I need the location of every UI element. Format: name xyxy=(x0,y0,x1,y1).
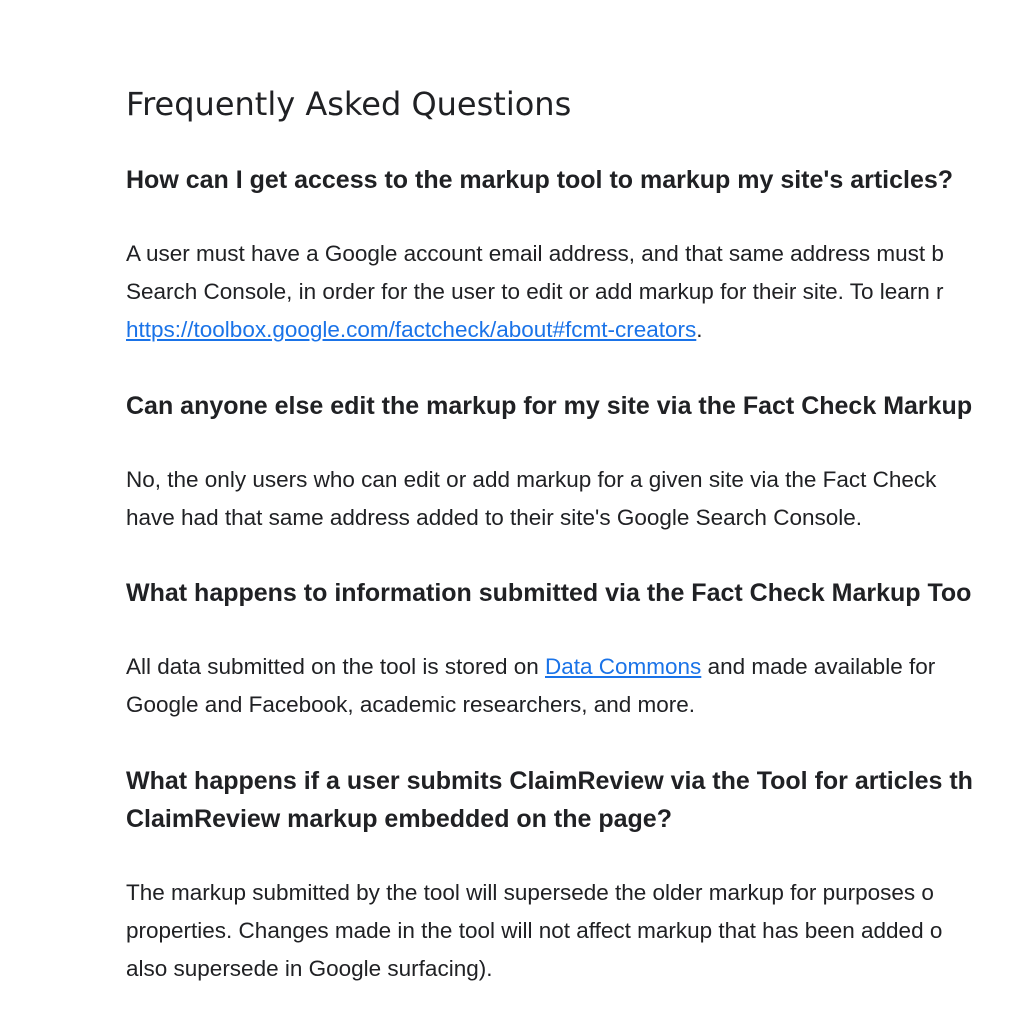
faq-answer-edit xyxy=(126,461,936,537)
answer-punctuation: . xyxy=(696,317,703,342)
answer-line: Search Console, in order for the user to edit or add markup for their site. To learn r xyxy=(126,279,944,304)
faq-question-edit xyxy=(126,387,972,425)
faq-answer-claimreview xyxy=(126,874,942,988)
answer-text: All data submitted on the tool is stored on xyxy=(126,654,545,679)
question-line: What happens if a user submits ClaimReview via the Tool for articles th xyxy=(126,767,973,795)
answer-line xyxy=(126,648,935,686)
question-line: ClaimReview markup embedded on the page? xyxy=(126,805,672,833)
answer-line: No, the only users who can edit or add markup for a given site via the Fact Check xyxy=(126,467,937,492)
faq-answer-information xyxy=(126,648,935,724)
answer-line xyxy=(126,311,944,349)
answer-line: The markup submitted by the tool will supersede the older markup for purposes o xyxy=(126,880,934,905)
data-commons-link[interactable]: Data Commons xyxy=(545,654,702,679)
answer-text: and made available for xyxy=(701,654,936,679)
faq-question-claimreview xyxy=(126,762,973,838)
answer-line: A user must have a Google account email address, and that same address must b xyxy=(126,241,944,266)
question-line: What happens to information submitted via the Fact Check Markup Too xyxy=(126,579,972,607)
faq-answer-access xyxy=(126,235,944,349)
answer-line: also supersede in Google surfacing). xyxy=(126,956,493,981)
faq-question-information xyxy=(126,574,971,612)
question-line: How can I get access to the markup tool to markup my site's articles? xyxy=(126,166,954,194)
answer-line: Google and Facebook, academic researchers, and more. xyxy=(126,692,696,717)
fcmt-creators-link[interactable]: https://toolbox.google.com/factcheck/about#fcmt-creators xyxy=(126,317,697,342)
answer-line: properties. Changes made in the tool will not affect markup that has been added o xyxy=(126,918,943,943)
answer-line: have had that same address added to their site's Google Search Console. xyxy=(126,505,862,530)
page-title: Frequently Asked Questions xyxy=(126,85,572,123)
question-line: Can anyone else edit the markup for my site via the Fact Check Markup xyxy=(126,392,973,420)
faq-question-access xyxy=(126,161,953,199)
